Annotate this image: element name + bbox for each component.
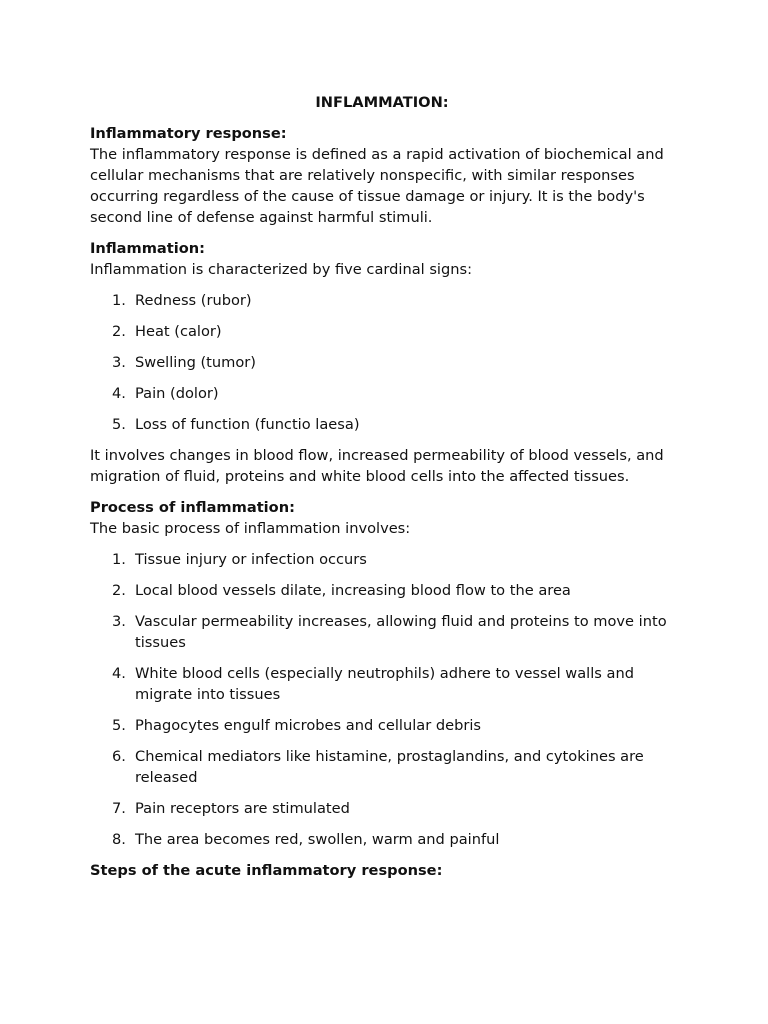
heading-process: Process of inflammation: xyxy=(90,499,295,516)
process-steps-list xyxy=(90,549,674,850)
document-page xyxy=(90,92,674,881)
list-number: 2. xyxy=(112,582,126,599)
list-item xyxy=(90,549,674,570)
list-item-text: The area becomes red, swollen, warm and painful xyxy=(135,831,500,848)
list-item-text: Loss of function (functio laesa) xyxy=(135,416,360,433)
list-number: 5. xyxy=(112,717,126,734)
list-number: 2. xyxy=(112,323,126,340)
list-item xyxy=(90,352,674,373)
list-item xyxy=(90,829,674,850)
list-number: 7. xyxy=(112,800,126,817)
list-item xyxy=(90,321,674,342)
list-item xyxy=(90,715,674,736)
list-item-text: Chemical mediators like histamine, prostaglandins, and cytokines are released xyxy=(135,748,644,786)
list-number: 8. xyxy=(112,831,126,848)
list-item-text: Tissue injury or infection occurs xyxy=(135,551,367,568)
list-number: 5. xyxy=(112,416,126,433)
cardinal-signs-list xyxy=(90,290,674,435)
heading-inflammatory-response: Inflammatory response: xyxy=(90,125,287,142)
list-item xyxy=(90,383,674,404)
list-item-text: Pain (dolor) xyxy=(135,385,219,402)
list-item xyxy=(90,663,674,705)
document-title: INFLAMMATION: xyxy=(315,94,449,111)
list-item xyxy=(90,414,674,435)
list-item-text: Local blood vessels dilate, increasing blood flow to the area xyxy=(135,582,571,599)
paragraph-inflammation-details: It involves changes in blood flow, increased permeability of blood vessels, and migration of fluid, proteins and white blood cells into the affected tissues. xyxy=(90,447,664,485)
list-item xyxy=(90,290,674,311)
list-number: 4. xyxy=(112,665,126,682)
list-item-text: Pain receptors are stimulated xyxy=(135,800,350,817)
list-number: 3. xyxy=(112,613,126,630)
list-item-text: Heat (calor) xyxy=(135,323,222,340)
paragraph-process-intro: The basic process of inflammation involves: xyxy=(90,520,411,537)
list-number: 6. xyxy=(112,748,126,765)
list-item-text: Redness (rubor) xyxy=(135,292,252,309)
list-item xyxy=(90,580,674,601)
list-item xyxy=(90,746,674,788)
paragraph-inflammatory-response: The inflammatory response is defined as a rapid activation of biochemical and cellular mechanisms that are relatively nonspecific, with similar responses occurring regardless of the cause of tissue damage or injury. It is the body's second line of defense against harmful stimuli. xyxy=(90,146,664,226)
list-item xyxy=(90,798,674,819)
list-number: 1. xyxy=(112,551,126,568)
list-item xyxy=(90,611,674,653)
heading-acute-steps: Steps of the acute inflammatory response: xyxy=(90,862,443,879)
paragraph-inflammation-intro: Inflammation is characterized by five cardinal signs: xyxy=(90,261,473,278)
list-number: 4. xyxy=(112,385,126,402)
list-number: 3. xyxy=(112,354,126,371)
list-item-text: Vascular permeability increases, allowing fluid and proteins to move into tissues xyxy=(135,613,667,651)
list-item-text: White blood cells (especially neutrophils) adhere to vessel walls and migrate into tissues xyxy=(135,665,634,703)
heading-inflammation: Inflammation: xyxy=(90,240,205,257)
list-item-text: Phagocytes engulf microbes and cellular debris xyxy=(135,717,482,734)
list-number: 1. xyxy=(112,292,126,309)
list-item-text: Swelling (tumor) xyxy=(135,354,256,371)
